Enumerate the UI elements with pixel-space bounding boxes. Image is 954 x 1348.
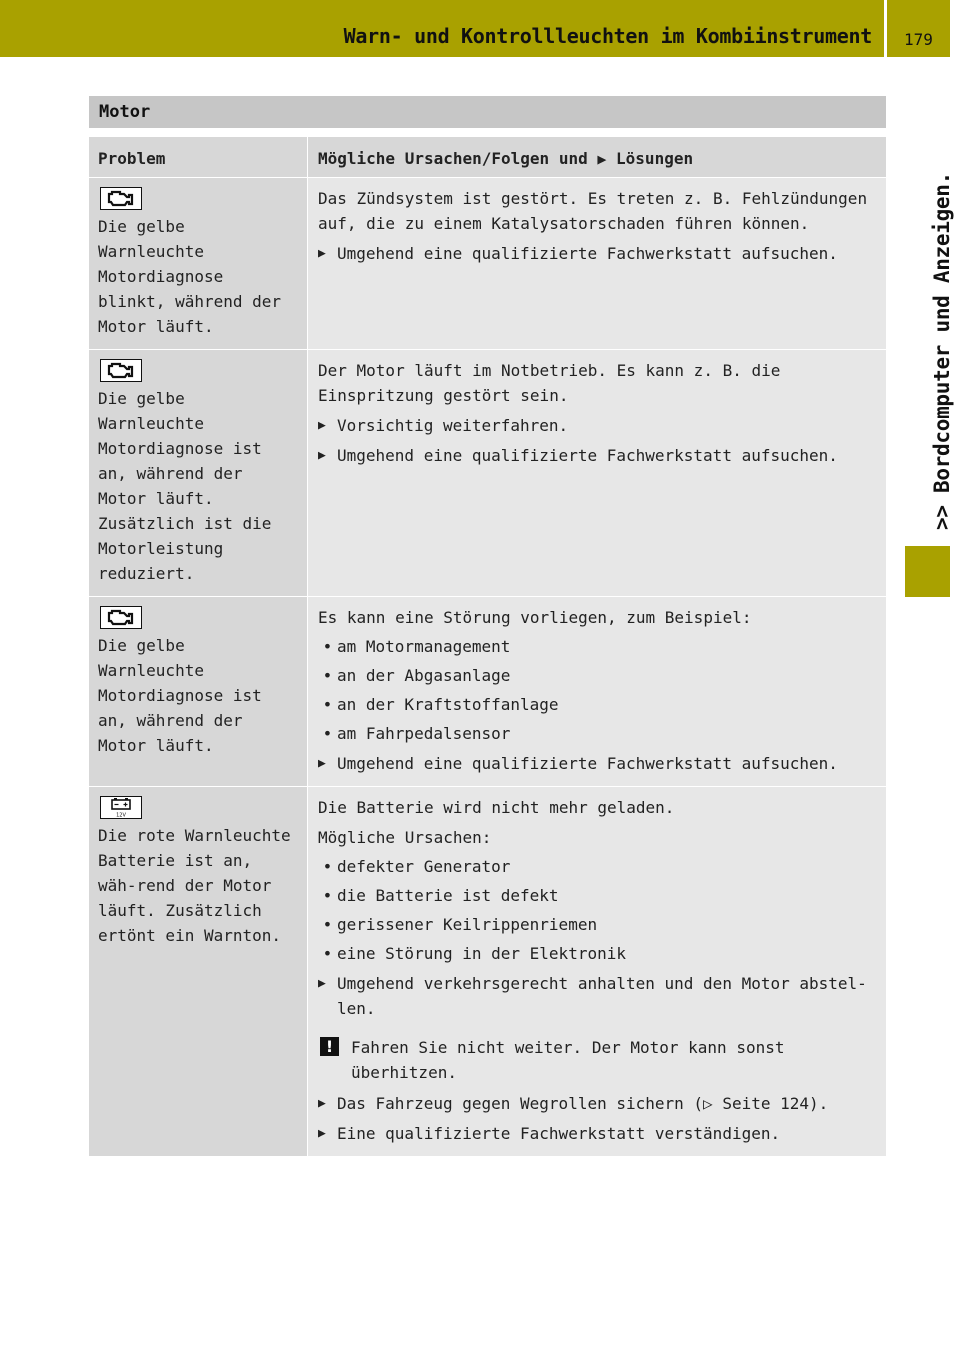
list-item	[318, 912, 878, 937]
section-title: Motor	[99, 102, 151, 122]
bullet-dot: •	[322, 695, 333, 714]
action-item	[318, 413, 878, 438]
action-item	[318, 443, 878, 468]
solution-cell	[307, 787, 886, 1156]
action-text: Das Fahrzeug gegen Wegrollen sichern (▷ Seite 124).	[337, 1094, 829, 1113]
column-header-causes-text: Mögliche Ursachen/Folgen und	[318, 149, 588, 168]
problem-text: Die rote Warnleuchte Batterie ist an, wäh-rend der Motor läuft. Zusätzlich ertönt ein Warnton.	[98, 826, 291, 945]
engine-check-icon	[100, 359, 142, 382]
bullet-text: eine Störung in der Elektronik	[337, 944, 626, 963]
bullet-dot: •	[322, 666, 333, 685]
bullet-text: defekter Generator	[337, 857, 511, 876]
action-item	[318, 971, 878, 1021]
column-header-causes	[307, 137, 886, 177]
engine-check-icon	[100, 187, 142, 210]
page-title: Warn- und Kontrollleuchten im Kombiinstrument	[343, 24, 872, 48]
list-item	[318, 721, 878, 746]
action-arrow-icon: ▶	[318, 756, 326, 771]
bullet-text: an der Kraftstoffanlage	[337, 695, 559, 714]
bullet-dot: •	[322, 944, 333, 963]
list-item	[318, 692, 878, 717]
problem-cell	[89, 787, 307, 1156]
bullet-dot: •	[322, 857, 333, 876]
column-header-problem: Problem	[89, 137, 307, 177]
action-text: Vorsichtig weiterfahren.	[337, 416, 569, 435]
list-item	[318, 883, 878, 908]
warning-table	[89, 137, 886, 1157]
bullet-dot: •	[322, 724, 333, 743]
table-row	[89, 597, 886, 787]
bullet-dot: •	[322, 886, 333, 905]
cause-text: Die Batterie wird nicht mehr geladen.	[318, 798, 675, 817]
bullet-text: an der Abgasanlage	[337, 666, 511, 685]
action-arrow-icon: ▶	[318, 1126, 326, 1141]
exclamation-icon: !	[320, 1037, 339, 1056]
chapter-tab-marker	[905, 546, 950, 597]
action-item	[318, 751, 878, 776]
solution-cell	[307, 350, 886, 596]
action-arrow-icon: ▶	[318, 1096, 326, 1111]
table-row	[89, 178, 886, 350]
list-item	[318, 663, 878, 688]
action-item	[318, 1091, 878, 1116]
problem-cell	[89, 350, 307, 596]
problem-text: Die gelbe Warnleuchte Motordiagnose ist an, während der Motor läuft. Zusätzlich ist die Motorleistung reduziert.	[98, 389, 272, 583]
bullet-dot: •	[322, 915, 333, 934]
page-number: 179	[904, 30, 933, 49]
section-header	[89, 96, 886, 128]
list-item	[318, 941, 878, 966]
engine-check-icon	[100, 606, 142, 629]
action-text: Umgehend eine qualifizierte Fachwerkstatt aufsuchen.	[337, 446, 838, 465]
action-item	[318, 1121, 878, 1146]
action-arrow-icon: ▶	[318, 448, 326, 463]
solution-cell	[307, 597, 886, 786]
action-text: Umgehend eine qualifizierte Fachwerkstatt aufsuchen.	[337, 754, 838, 773]
cause-text: Das Zündsystem ist gestört. Es treten z. B. Fehlzündungen auf, die zu einem Katalysatorschaden führen können.	[318, 189, 868, 233]
bullet-text: gerissener Keilrippenriemen	[337, 915, 598, 934]
bullet-dot: •	[322, 637, 333, 656]
problem-cell	[89, 178, 307, 349]
bullet-text: am Motormanagement	[337, 637, 511, 656]
action-item	[318, 241, 878, 266]
cause-text: Der Motor läuft im Notbetrieb. Es kann z. B. die Einspritzung gestört sein.	[318, 361, 781, 405]
chapter-side-label: >> Bordcomputer und Anzeigen.	[930, 172, 954, 530]
action-arrow-icon: ▶	[318, 418, 326, 433]
bullet-text: am Fahrpedalsensor	[337, 724, 511, 743]
action-arrow-icon: ▶	[318, 246, 326, 261]
list-item	[318, 634, 878, 659]
column-header-solutions-text: Lösungen	[616, 149, 694, 168]
table-row	[89, 350, 886, 597]
problem-text: Die gelbe Warnleuchte Motordiagnose ist an, während der Motor läuft.	[98, 636, 262, 755]
cause-text: Es kann eine Störung vorliegen, zum Beispiel:	[318, 608, 752, 627]
action-text: Umgehend eine qualifizierte Fachwerkstatt aufsuchen.	[337, 244, 838, 263]
play-arrow-icon: ▶	[597, 150, 607, 168]
battery-icon-label: 12V	[116, 812, 126, 819]
problem-cell	[89, 597, 307, 786]
action-text: Eine qualifizierte Fachwerkstatt verständigen.	[337, 1124, 781, 1143]
warning-note	[318, 1035, 878, 1085]
solution-cell	[307, 178, 886, 349]
action-arrow-icon: ▶	[318, 976, 326, 991]
action-text: Umgehend verkehrsgerecht anhalten und den Motor abstel-len.	[337, 974, 867, 1018]
table-row	[89, 787, 886, 1157]
table-header-row	[89, 137, 886, 178]
problem-text: Die gelbe Warnleuchte Motordiagnose blinkt, während der Motor läuft.	[98, 217, 282, 336]
warning-text: Fahren Sie nicht weiter. Der Motor kann sonst überhitzen.	[351, 1038, 785, 1082]
battery-icon	[100, 796, 142, 819]
cause-subtext: Mögliche Ursachen:	[318, 828, 492, 847]
list-item	[318, 854, 878, 879]
bullet-text: die Batterie ist defekt	[337, 886, 559, 905]
